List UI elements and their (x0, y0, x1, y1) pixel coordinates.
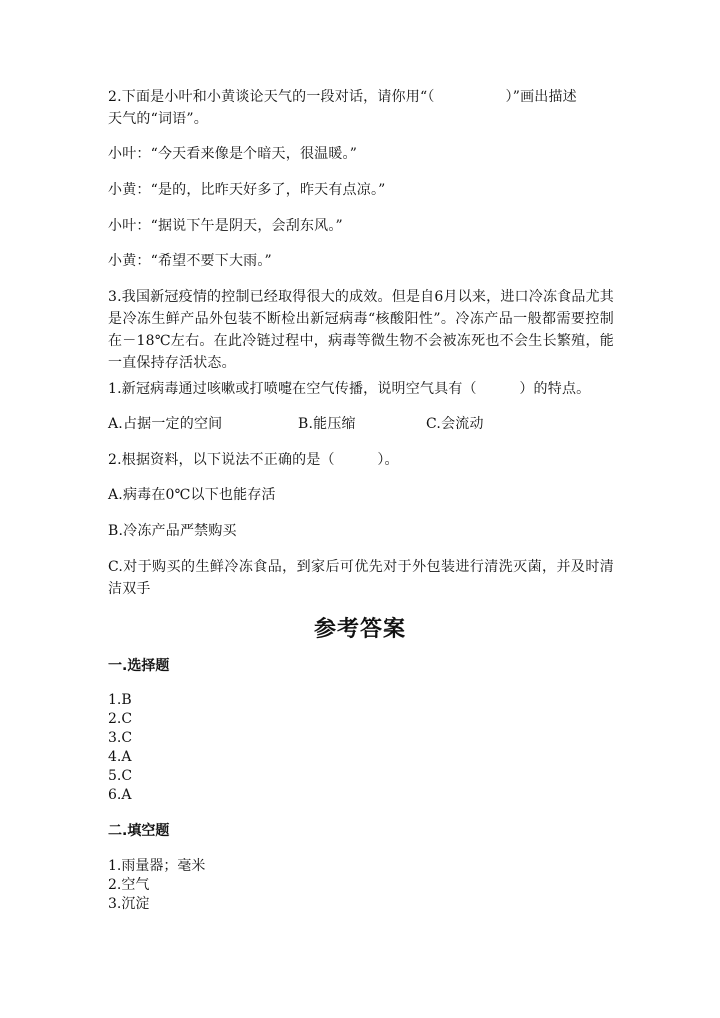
answer-item: 3.沉淀 (108, 896, 150, 912)
q3-sub2-option-c: C.对于购买的生鲜冷冻食品，到家后可优先对于外包装进行清洗灭菌，并及时清洁双手 (108, 559, 614, 597)
answer-item: 5.C (108, 768, 133, 784)
answer-item: 3.C (108, 730, 133, 746)
answer-item: 2.C (108, 711, 133, 727)
answer-item: 4.A (108, 749, 132, 765)
q3-sub1-option-c: C.会流动 (426, 416, 484, 432)
q3-sub1-option-b: B.能压缩 (298, 416, 356, 432)
answers-section1-heading: 一.选择题 (108, 658, 170, 674)
answers-section2-heading: 二.填空题 (108, 823, 170, 839)
answers-title: 参考答案 (313, 616, 406, 642)
q3-passage: 3.我国新冠疫情的控制已经取得很大的成效。但是自6月以来，进口冷冻食品尤其是冷冻生鲜产品外包装不断检出新冠病毒“核酸阳性”。冷冻产品一般都需要控制在－18℃左右。在此冷链过程中，病毒等微生物不会被冻死也不会生长繁殖，能一直保持存活状态。 (108, 289, 614, 371)
q3-sub2-option-b: B.冷冻产品严禁购买 (108, 523, 237, 539)
q3-sub2-option-a: A.病毒在0℃以下也能存活 (108, 487, 276, 503)
answer-item: 2.空气 (108, 877, 150, 893)
q2-line-2: 天气的“词语”。 (108, 111, 208, 127)
dialogue-line-1: 小叶：“今天看来像是个暗天，很温暖。” (108, 146, 358, 162)
answer-item: 1.B (108, 692, 132, 708)
q3-sub1-question: 1.新冠病毒通过咳嗽或打喷嚏在空气传播，说明空气具有（ ）的特点。 (108, 381, 591, 397)
dialogue-line-3: 小叶：“据说下午是阴天，会刮东风。” (108, 218, 343, 234)
answers-section1-list (108, 691, 132, 805)
dialogue-line-2: 小黄：“是的，比昨天好多了，昨天有点凉。” (108, 182, 386, 198)
q3-sub2-question: 2.根据资料，以下说法不正确的是（ ）。 (108, 452, 399, 468)
answer-item: 6.A (108, 787, 132, 803)
answers-section2-list (108, 857, 205, 914)
q3-sub1-option-a: A.占据一定的空间 (108, 416, 223, 432)
dialogue-line-4: 小黄：“希望不要下大雨。” (108, 253, 272, 269)
q3-sub1-options (108, 413, 618, 435)
answer-item: 1.雨量器；毫米 (108, 858, 206, 874)
q2-line-1: 2.下面是小叶和小黄谈论天气的一段对话，请你用“（ ）”画出描述 (108, 89, 577, 105)
